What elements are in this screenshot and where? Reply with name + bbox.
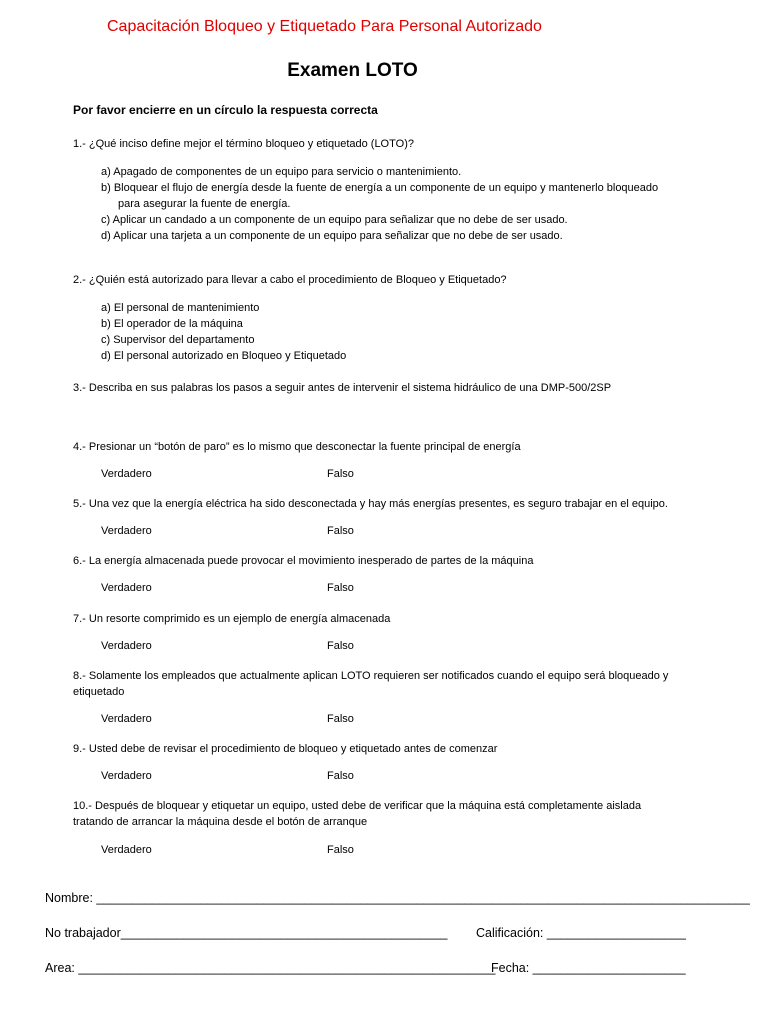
question-9: 9.- Usted debe de revisar el procedimiento de bloqueo y etiquetado antes de comenzar: [73, 743, 498, 755]
question-8: [73, 668, 668, 700]
answer-false: Falso: [327, 525, 354, 537]
answer-true: Verdadero: [101, 525, 152, 537]
option-c: c) Aplicar un candado a un componente de un equipo para señalizar que no debe de ser usado.: [101, 214, 568, 226]
course-header: Capacitación Bloqueo y Etiquetado Para Personal Autorizado: [107, 18, 542, 35]
option-b: b) El operador de la máquina: [101, 318, 243, 330]
question-1: 1.- ¿Qué inciso define mejor el término bloqueo y etiquetado (LOTO)?: [73, 138, 414, 150]
option-a: a) Apagado de componentes de un equipo para servicio o mantenimiento.: [101, 166, 462, 178]
question-10-line-2: tratando de arrancar la máquina desde el botón de arranque: [73, 816, 368, 828]
area-field: Area: ____________________________________________________________: [45, 961, 496, 975]
answer-true: Verdadero: [101, 468, 152, 480]
answer-false: Falso: [327, 582, 354, 594]
question-6: 6.- La energía almacenada puede provocar el movimiento inesperado de partes de la máquina: [73, 555, 534, 567]
answer-true: Verdadero: [101, 640, 152, 652]
question-8-line-2: etiquetado: [73, 686, 125, 698]
answer-true: Verdadero: [101, 844, 152, 856]
answer-true: Verdadero: [101, 582, 152, 594]
question-7: 7.- Un resorte comprimido es un ejemplo de energía almacenada: [73, 613, 391, 625]
worker-number-field: No trabajador_______________________________________________: [45, 926, 448, 940]
question-2-options: [101, 300, 346, 364]
answer-false: Falso: [327, 844, 354, 856]
question-10: [73, 798, 641, 830]
option-b-continued: para asegurar la fuente de energía.: [118, 198, 291, 210]
question-8-line-1: 8.- Solamente los empleados que actualmente aplican LOTO requieren ser notificados cuando el equipo será bloqueado y: [73, 670, 669, 682]
option-a: a) El personal de mantenimiento: [101, 302, 260, 314]
question-3: 3.- Describa en sus palabras los pasos a seguir antes de intervenir el sistema hidráulico de una DMP-500/2SP: [73, 382, 612, 394]
answer-false: Falso: [327, 713, 354, 725]
question-2: 2.- ¿Quién está autorizado para llevar a cabo el procedimiento de Bloqueo y Etiquetado?: [73, 274, 507, 286]
exam-title: Examen LOTO: [287, 60, 418, 81]
date-field: Fecha: ______________________: [491, 961, 686, 975]
answer-true: Verdadero: [101, 770, 152, 782]
answer-false: Falso: [327, 770, 354, 782]
option-d: d) Aplicar una tarjeta a un componente de un equipo para señalizar que no debe de ser usado.: [101, 230, 563, 242]
option-c: c) Supervisor del departamento: [101, 334, 255, 346]
answer-true: Verdadero: [101, 713, 152, 725]
question-1-options: [101, 164, 658, 244]
instructions: Por favor encierre en un círculo la respuesta correcta: [73, 103, 378, 117]
answer-false: Falso: [327, 468, 354, 480]
name-field: Nombre: ______________________________________________________________________________________________: [45, 891, 750, 905]
question-10-line-1: 10.- Después de bloquear y etiquetar un equipo, usted debe de verificar que la máquina está completamente aislada: [73, 800, 642, 812]
answer-false: Falso: [327, 640, 354, 652]
question-5: 5.- Una vez que la energía eléctrica ha sido desconectada y hay más energías presentes, es seguro trabajar en el equipo.: [73, 498, 668, 510]
grade-field: Calificación: ____________________: [476, 926, 686, 940]
option-d: d) El personal autorizado en Bloqueo y Etiquetado: [101, 350, 347, 362]
question-4: 4.- Presionar un “botón de paro” es lo mismo que desconectar la fuente principal de energía: [73, 441, 521, 453]
option-b: b) Bloquear el flujo de energía desde la fuente de energía a un componente de un equipo y mantenerlo bloqueado: [101, 182, 659, 194]
